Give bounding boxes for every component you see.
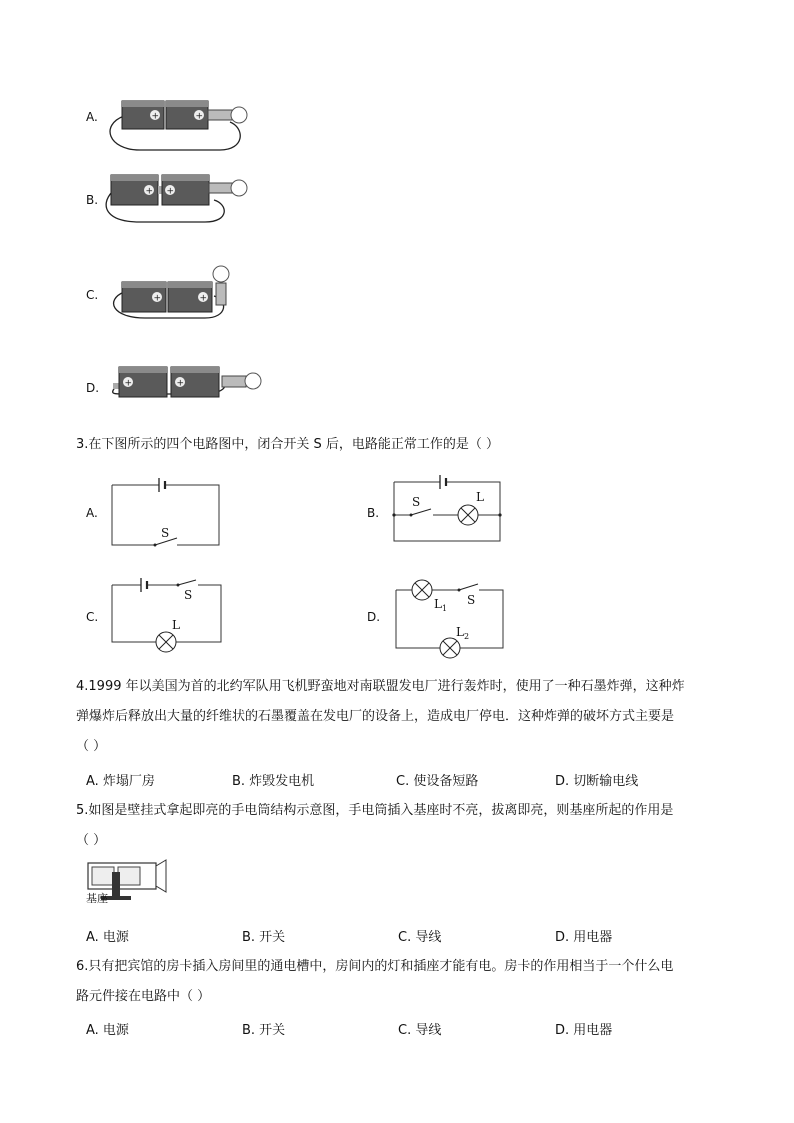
svg-text:+: +: [199, 293, 208, 304]
lamp1-letter: L: [434, 597, 442, 611]
option-label: A.: [86, 110, 98, 124]
svg-text:+: +: [176, 378, 185, 389]
q4-option-b[interactable]: B. 炸毁发电机: [232, 774, 315, 789]
option-label: C.: [86, 288, 99, 302]
lamp-label: L: [476, 490, 484, 504]
svg-text:+: +: [145, 186, 154, 197]
q6-line-2: 路元件接在电路中（ ）: [76, 989, 211, 1004]
option-label: A.: [86, 506, 98, 520]
q5-option-d[interactable]: D. 用电器: [555, 930, 613, 945]
q4-option-a[interactable]: A. 炸塌厂房: [86, 774, 155, 789]
option-label: D.: [86, 381, 100, 395]
option-label: B.: [367, 506, 380, 520]
q6-line-1: 6.只有把宾馆的房卡插入房间里的通电槽中，房间内的灯和插座才能有电。房卡的作用相当于一个什么电: [76, 959, 674, 974]
q5-option-b[interactable]: B. 开关: [242, 930, 286, 945]
svg-text:+: +: [166, 186, 175, 197]
q4-line-3: （ ）: [76, 739, 107, 754]
q6-option-a[interactable]: A. 电源: [86, 1023, 129, 1038]
q6-option-b[interactable]: B. 开关: [242, 1023, 286, 1038]
switch-label: S: [161, 526, 170, 540]
q4-option-c[interactable]: C. 使设备短路: [396, 774, 479, 789]
svg-text:+: +: [124, 378, 133, 389]
q6-stem: [76, 952, 776, 1012]
q5-option-c[interactable]: C. 导线: [398, 930, 442, 945]
switch-label: S: [467, 593, 476, 607]
q6-option-c[interactable]: C. 导线: [398, 1023, 442, 1038]
lamp2-subscript: 2: [463, 632, 470, 641]
q5-line-2: （ ）: [76, 833, 107, 848]
q5-line-1: 5.如图是壁挂式拿起即亮的手电筒结构示意图，手电筒插入基座时不亮，拔离即亮，则基座所起的作用是: [76, 803, 674, 818]
svg-text:+: +: [151, 111, 160, 122]
option-label: D.: [367, 610, 381, 624]
q4-line-2: 弹爆炸后释放出大量的纤维状的石墨覆盖在发电厂的设备上，造成电厂停电．这种炸弹的破坏方式主要是: [76, 709, 675, 724]
svg-text:+: +: [195, 111, 204, 122]
lamp2-letter: L: [456, 625, 464, 639]
switch-label: S: [184, 588, 193, 602]
q5-option-a[interactable]: A. 电源: [86, 930, 129, 945]
lamp1-subscript: 1: [441, 604, 448, 613]
q4-line-1: 4.1999 年以美国为首的北约军队用飞机野蛮地对南联盟发电厂进行轰炸时，使用了一种石墨炸弹，这种炸: [76, 679, 685, 694]
q3-stem: 3.在下图所示的四个电路图中，闭合开关 S 后，电路能正常工作的是（ ）: [76, 437, 500, 452]
option-label: C.: [86, 610, 99, 624]
base-label: 基座: [86, 892, 108, 905]
option-label: B.: [86, 193, 99, 207]
lamp-label: L: [172, 618, 180, 632]
svg-text:+: +: [153, 293, 162, 304]
switch-label: S: [412, 495, 421, 509]
q4-option-d[interactable]: D. 切断输电线: [555, 774, 639, 789]
q6-option-d[interactable]: D. 用电器: [555, 1023, 613, 1038]
